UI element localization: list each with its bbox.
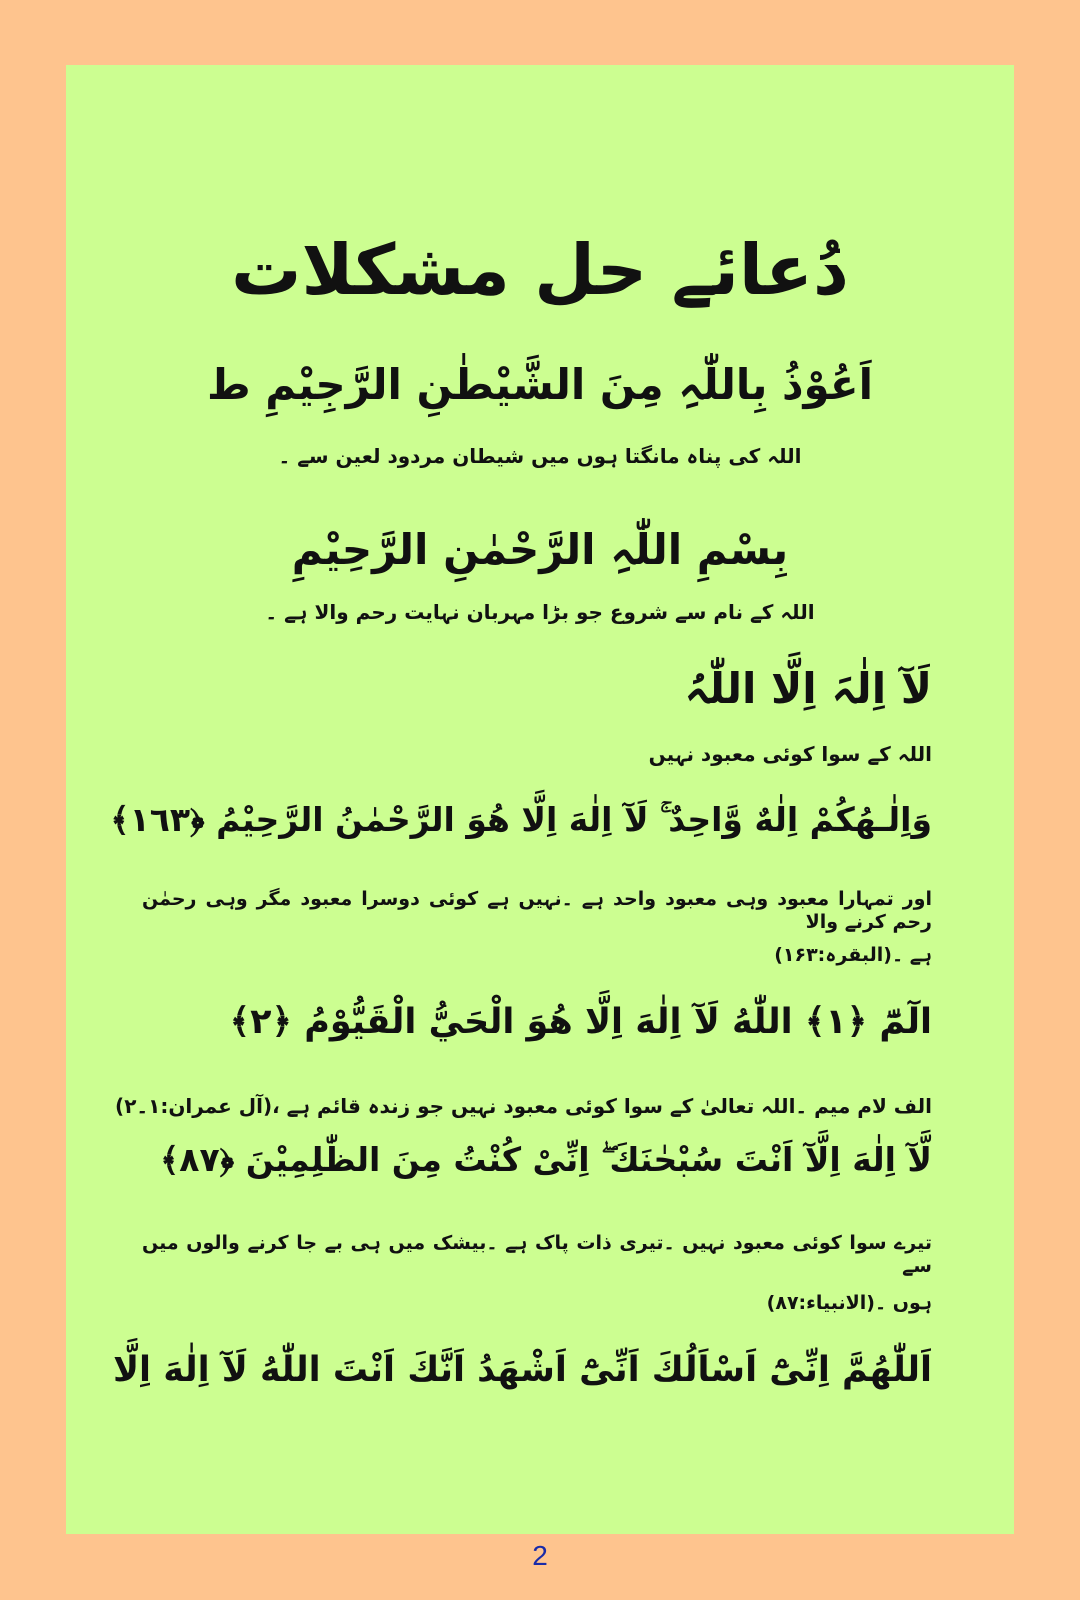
baqarah-verse-arabic: وَاِلٰـهُكُمْ اِلٰهٌ وَّاحِدٌ ۚ لَآ اِلٰهَ اِلَّا هُوَ الرَّحْمٰنُ الرَّحِيْمُ ﴿١٦٣﴾	[110, 800, 932, 839]
page-title: دُعائے حل مشکلات	[231, 229, 849, 311]
anbiya-translation-line2: ہوں ۔(الانبیاء:۸۷)	[766, 1292, 932, 1314]
bismillah-arabic: بِسْمِ اللّٰہِ الرَّحْمٰنِ الرَّحِیْمِ	[291, 525, 789, 574]
tahlil-arabic: لَآ اِلٰہَ اِلَّا اللّٰہُ	[684, 664, 932, 713]
page-number: 2	[532, 1540, 548, 1571]
taawwuz-translation: اللہ کی پناہ مانگتا ہوں میں شیطان مردود لعین سے ۔	[278, 444, 802, 468]
baqarah-translation-line1: اور تمہارا معبود وہی معبود واحد ہے ۔نہیں ہے کوئی دوسرا معبود مگر وہی رحمٰن رحم کرنے والا	[142, 888, 932, 933]
tahlil-translation: اللہ کے سوا کوئی معبود نہیں	[648, 742, 932, 766]
aal-imran-verse-arabic: الٓمّٓ ﴿١﴾ اللّٰهُ لَآ اِلٰهَ اِلَّا هُوَ الْحَيُّ الْقَيُّوْمُ ﴿٢﴾	[229, 1002, 932, 1042]
aal-imran-translation: الف لام میم ۔اللہ تعالیٰ کے سوا کوئی معبود نہیں جو زندہ قائم ہے ،(آل عمران:۱۔۲)	[115, 1094, 932, 1118]
taawwuz-arabic: اَعُوْذُ بِاللّٰہِ مِنَ الشَّیْطٰنِ الرَّجِیْمِ ط	[207, 360, 873, 409]
anbiya-translation-line1: تیرے سوا کوئی معبود نہیں ۔تیری ذات پاک ہے ۔بیشک میں ہی بے جا کرنے والوں میں سے	[142, 1232, 932, 1277]
bismillah-translation: اللہ کے نام سے شروع جو بڑا مہربان نہایت رحم والا ہے ۔	[265, 600, 815, 624]
dua-arabic: اَللّٰهُمَّ اِنِّىْٓ اَسْاَلُكَ اَنِّىْٓ اَشْهَدُ اَنَّكَ اَنْتَ اللّٰهُ لَآ اِلٰهَ اِلَّا	[112, 1350, 932, 1390]
baqarah-translation-line2: ہے ۔(البقرہ:۱۶۳)	[774, 944, 932, 966]
anbiya-verse-arabic: لَّآ اِلٰهَ اِلَّآ اَنْتَ سُبْحٰنَكَ ۖ اِنِّىْ كُنْتُ مِنَ الظّٰلِمِيْنَ ﴿٨٧﴾	[159, 1140, 932, 1179]
